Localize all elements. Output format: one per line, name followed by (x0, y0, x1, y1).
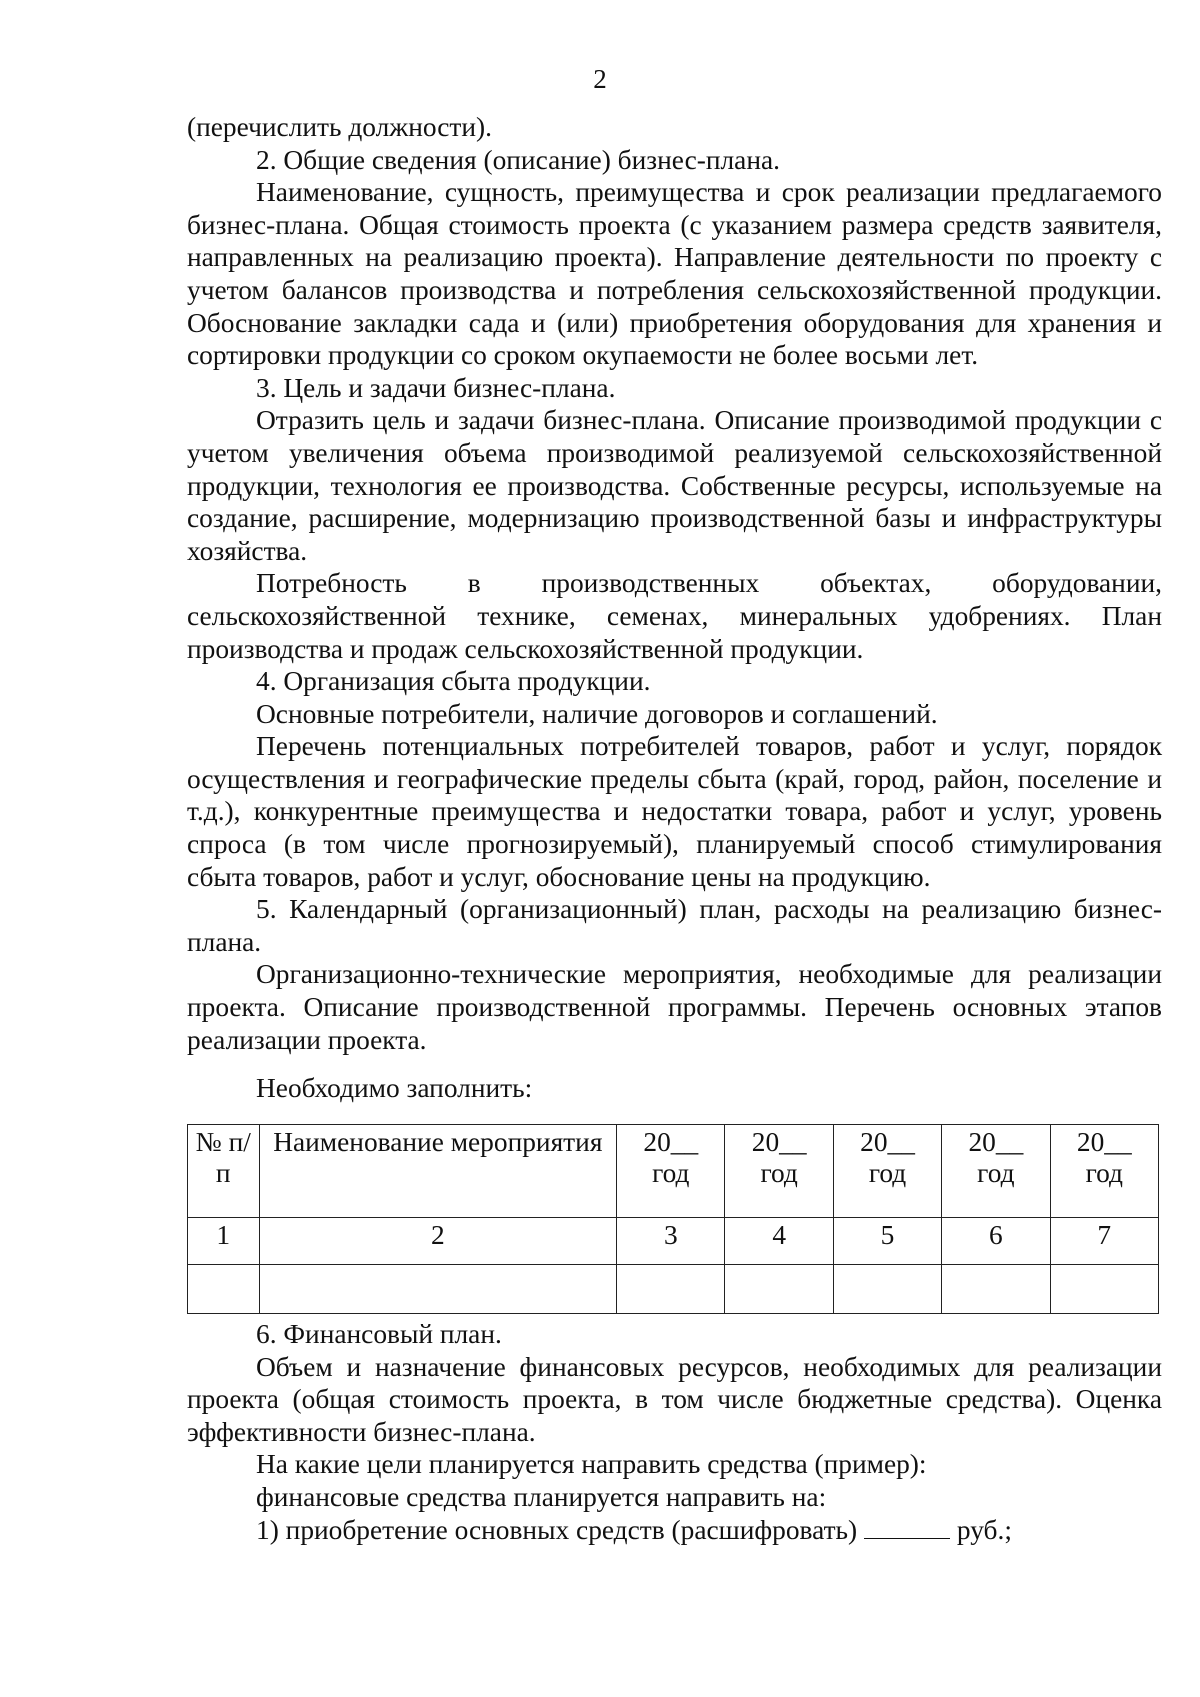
empty-cell (1050, 1265, 1158, 1314)
paragraph: (перечислить должности). (187, 112, 492, 142)
section-heading: 6. Финансовый план. (256, 1319, 502, 1349)
body-text (187, 111, 1162, 1105)
header-cell-year: 20__ год (1050, 1125, 1158, 1218)
header-cell-name: Наименование мероприятия (259, 1125, 617, 1218)
header-cell-num: № п/п (188, 1125, 260, 1218)
empty-cell (617, 1265, 725, 1314)
list-item (187, 1514, 1162, 1547)
paragraph: На какие цели планируется направить средства (пример): (256, 1449, 927, 1480)
column-number-cell: 1 (188, 1218, 260, 1265)
paragraph: финансовые средства планируется направить на: (256, 1481, 827, 1512)
empty-cell (833, 1265, 941, 1314)
table-empty-row (188, 1265, 1159, 1314)
column-number-cell: 5 (833, 1218, 941, 1265)
table-header-row (188, 1125, 1159, 1218)
empty-cell (188, 1265, 260, 1314)
column-number-row (188, 1218, 1159, 1265)
header-cell-year: 20__ год (617, 1125, 725, 1218)
header-cell-year: 20__ год (725, 1125, 833, 1218)
header-cell-year: 20__ год (942, 1125, 1050, 1218)
paragraph: Объем и назначение финансовых ресурсов, необходимых для реализации проекта (общая стоимость проекта, в том числе бюджетные средства). Оценка эффективности бизнес-плана. (187, 1351, 1162, 1447)
currency-unit: руб.; (956, 1514, 1012, 1545)
paragraph: Перечень потенциальных потребителей товаров, работ и услуг, порядок осуществления и географические пределы сбыта (край, город, район, поселение и т.д.), конкурентные преимущества и недостатки товара, работ и услуг, уровень спроса (в том числе прогнозируемый), планируемый способ стимулирования сбыта товаров, работ и услуг, обоснование цены на продукцию. (187, 731, 1162, 892)
column-number-cell: 6 (942, 1218, 1050, 1265)
empty-cell (942, 1265, 1050, 1314)
section-heading: 3. Цель и задачи бизнес-плана. (256, 372, 616, 403)
section-heading: 5. Календарный (организационный) план, расходы на реализацию бизнес-плана. (187, 894, 1162, 957)
empty-cell (725, 1265, 833, 1314)
section-heading: 4. Организация сбыта продукции. (256, 666, 651, 697)
column-number-cell: 7 (1050, 1218, 1158, 1265)
page-number: 2 (593, 64, 607, 94)
fill-in-blank (864, 1518, 950, 1539)
section-heading: 2. Общие сведения (описание) бизнес-плана. (256, 144, 781, 175)
header-cell-year: 20__ год (833, 1125, 941, 1218)
calendar-plan-table (187, 1124, 1159, 1314)
paragraph: Наименование, сущность, преимущества и срок реализации предлагаемого бизнес-плана. Общая стоимость проекта (с указанием размера средств заявителя, направленных на реализацию проекта). Направление деятельности по проекту с учетом балансов производства и потребления сельскохозяйственной продукции. Обоснование закладки сада и (или) приобретения оборудования для хранения и сортировки продукции со сроком окупаемости не более восьми лет. (187, 177, 1162, 371)
paragraph: Отразить цель и задачи бизнес-плана. Описание производимой продукции с учетом увеличения объема производимой реализуемой сельскохозяйственной продукции, технология ее производства. Собственные ресурсы, используемые на создание, расширение, модернизацию производственной базы и инфраструктуры хозяйства. (187, 405, 1162, 566)
financial-section (187, 1318, 1162, 1546)
empty-cell (259, 1265, 617, 1314)
table-intro: Необходимо заполнить: (256, 1073, 533, 1104)
column-number-cell: 3 (617, 1218, 725, 1265)
list-item-text: 1) приобретение основных средств (расшифровать) (256, 1514, 858, 1545)
paragraph: Потребность в производственных объектах, оборудовании, сельскохозяйственной технике, семенах, минеральных удобрениях. План производства и продаж сельскохозяйственной продукции. (187, 568, 1162, 664)
column-number-cell: 4 (725, 1218, 833, 1265)
paragraph: Основные потребители, наличие договоров и соглашений. (256, 698, 938, 729)
paragraph: Организационно-технические мероприятия, необходимые для реализации проекта. Описание производственной программы. Перечень основных этапов реализации проекта. (187, 959, 1162, 1055)
column-number-cell: 2 (259, 1218, 617, 1265)
